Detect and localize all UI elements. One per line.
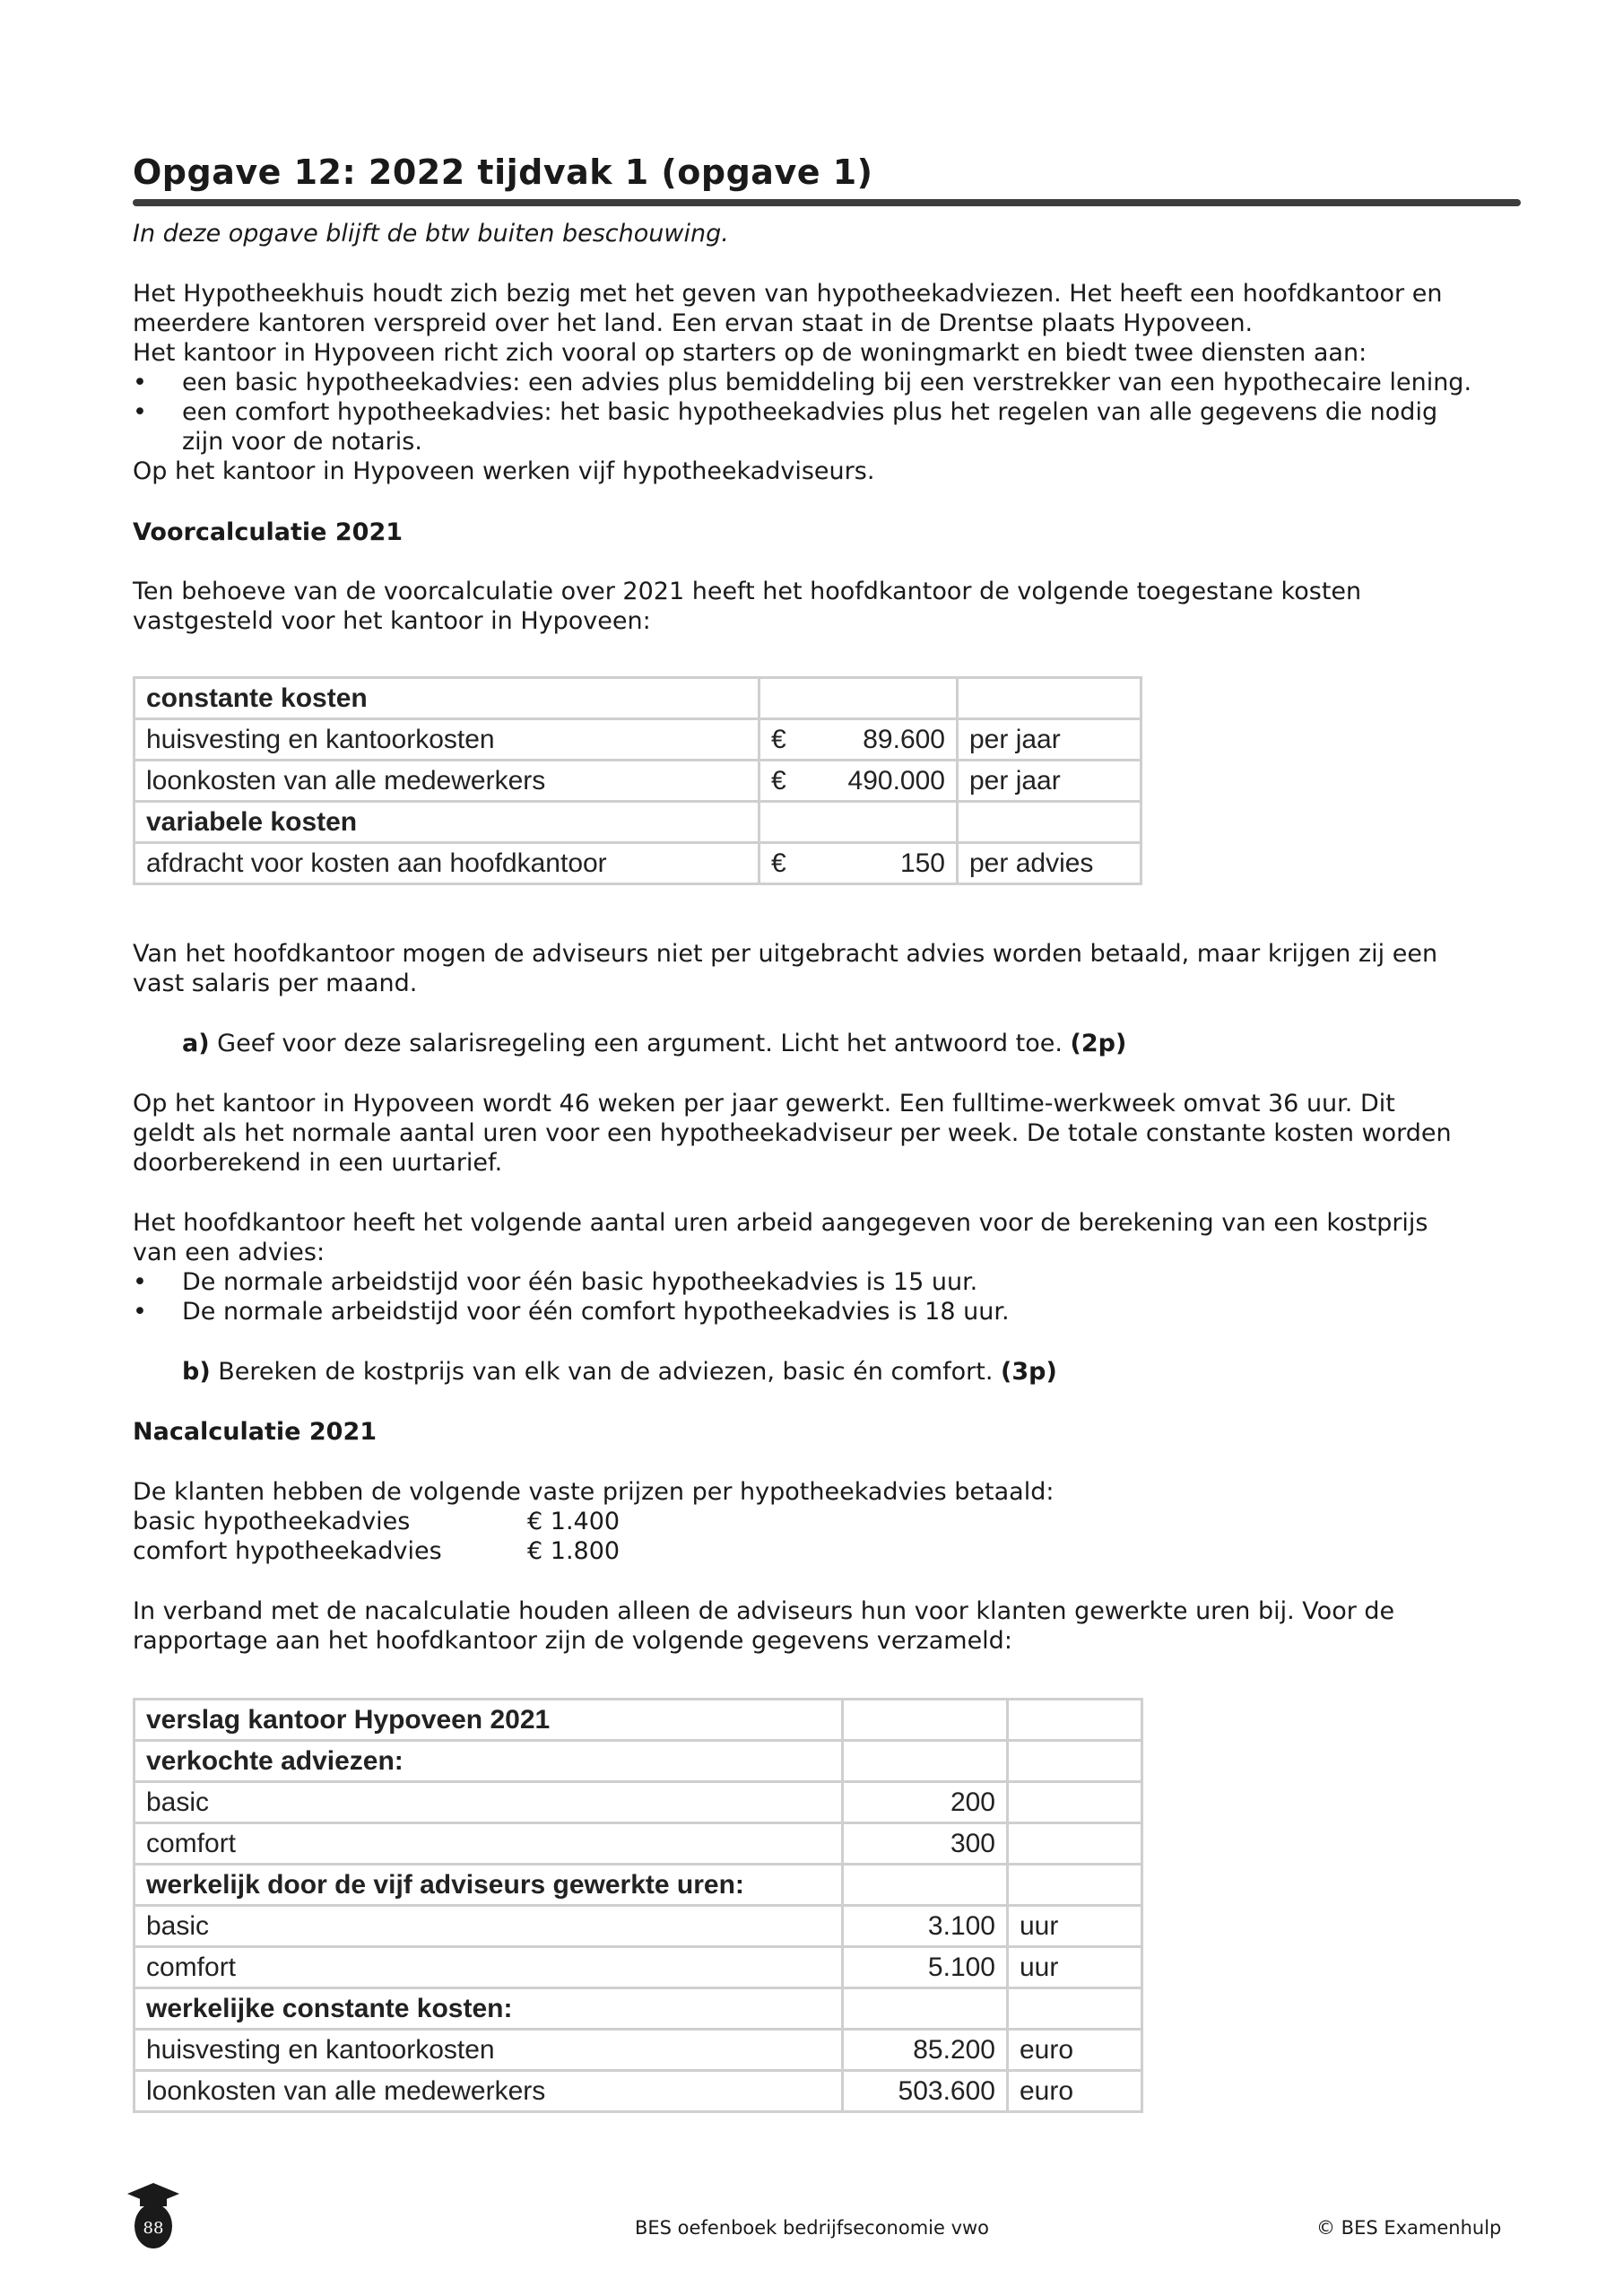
report-value: 503.600 <box>843 2071 1008 2112</box>
paragraph-line: Op het kantoor in Hypoveen wordt 46 weken per jaar gewerkt. Een fulltime-werkweek omvat 36 uur. Dit <box>133 1090 1395 1118</box>
table-row <box>135 719 1141 761</box>
table-section-header: variabele kosten <box>135 802 759 843</box>
question-label: a) <box>182 1030 210 1057</box>
question-points: (2p) <box>1070 1030 1127 1057</box>
table-row <box>135 1700 1142 1741</box>
unit-cell <box>1008 1741 1142 1782</box>
cost-label: loonkosten van alle medewerkers <box>135 761 759 802</box>
price-row <box>133 1536 621 1566</box>
page-number: 88 <box>143 2219 164 2238</box>
table-section-header: verslag kantoor Hypoveen 2021 <box>135 1700 843 1741</box>
section-heading-nacalculatie: Nacalculatie 2021 <box>133 1418 378 1446</box>
labor-item: De normale arbeidstijd voor één comfort hypotheekadvies is 18 uur. <box>182 1298 1010 1326</box>
report-value <box>843 1700 1008 1741</box>
question-points: (3p) <box>1001 1358 1057 1386</box>
page-title: Opgave 12: 2022 tijdvak 1 (opgave 1) <box>133 152 873 192</box>
intro-note: In deze opgave blijft de btw buiten beschouwing. <box>133 220 729 248</box>
paragraph-line: Van het hoofdkantoor mogen de adviseurs niet per uitgebracht advies worden betaald, maar krijgen zij een <box>133 940 1438 968</box>
report-value <box>843 1865 1008 1906</box>
unit-cell: per jaar <box>958 761 1141 802</box>
section-heading-voorcalculatie: Voorcalculatie 2021 <box>133 518 404 546</box>
report-value <box>843 1741 1008 1782</box>
unit-cell: euro <box>1008 2071 1142 2112</box>
cost-label: huisvesting en kantoorkosten <box>135 719 759 761</box>
amount-value: 490.000 <box>847 765 945 796</box>
unit-cell <box>1008 1782 1142 1823</box>
price-name: basic hypotheekadvies <box>133 1508 411 1535</box>
paragraph-line: In verband met de nacalculatie houden alleen de adviseurs hun voor klanten gewerkte uren bij. Voor de <box>133 1597 1395 1625</box>
footer-copyright: © BES Examenhulp <box>1316 2217 1502 2239</box>
amount-cell <box>759 802 958 843</box>
price-value: € 1.800 <box>527 1537 621 1565</box>
table-section-header: constante kosten <box>135 678 759 719</box>
table-row <box>135 2071 1142 2112</box>
allowed-costs-table <box>133 676 1142 885</box>
report-value: 5.100 <box>843 1947 1008 1988</box>
table-row <box>135 1865 1142 1906</box>
report-value: 3.100 <box>843 1906 1008 1947</box>
unit-cell <box>958 802 1141 843</box>
question-label: b) <box>182 1358 211 1386</box>
bullet-icon: • <box>133 369 147 396</box>
cost-label: afdracht voor kosten aan hoofdkantoor <box>135 843 759 884</box>
prices-intro: De klanten hebben de volgende vaste prijzen per hypotheekadvies betaald: <box>133 1478 1055 1506</box>
bullet-icon: • <box>133 1268 147 1296</box>
amount-value: 89.600 <box>863 724 945 754</box>
service-item-continued: zijn voor de notaris. <box>182 428 422 456</box>
price-value: € 1.400 <box>527 1508 621 1535</box>
table-section-header: werkelijke constante kosten: <box>135 1988 843 2030</box>
currency-symbol: € <box>771 848 786 878</box>
amount-cell <box>759 678 958 719</box>
amount-cell <box>759 719 958 761</box>
paragraph-line: van een advies: <box>133 1239 325 1266</box>
paragraph-line: Het Hypotheekhuis houdt zich bezig met het geven van hypotheekadviezen. Het heeft een hoofdkantoor en <box>133 280 1443 308</box>
labor-item: De normale arbeidstijd voor één basic hypotheekadvies is 15 uur. <box>182 1268 978 1296</box>
paragraph-line: meerdere kantoren verspreid over het land. Een ervan staat in de Drentse plaats Hypoveen. <box>133 309 1254 337</box>
question-text: Geef voor deze salarisregeling een argument. Licht het antwoord toe. <box>217 1030 1063 1057</box>
bullet-icon: • <box>133 1298 147 1326</box>
currency-symbol: € <box>771 724 786 754</box>
table-row <box>135 802 1141 843</box>
unit-cell <box>958 678 1141 719</box>
price-row <box>133 1507 621 1536</box>
unit-cell: euro <box>1008 2030 1142 2071</box>
price-name: comfort hypotheekadvies <box>133 1537 442 1565</box>
amount-value: 150 <box>899 848 945 878</box>
unit-cell: per jaar <box>958 719 1141 761</box>
report-value <box>843 1988 1008 2030</box>
paragraph-line: Ten behoeve van de voorcalculatie over 2021 heeft het hoofdkantoor de volgende toegestane kosten <box>133 578 1362 605</box>
table-row <box>135 843 1141 884</box>
report-label: comfort <box>135 1947 843 1988</box>
table-row <box>135 1947 1142 1988</box>
table-row <box>135 2030 1142 2071</box>
unit-cell: uur <box>1008 1947 1142 1988</box>
advisors-line: Op het kantoor in Hypoveen werken vijf hypotheekadviseurs. <box>133 457 875 485</box>
table-row <box>135 1823 1142 1865</box>
paragraph-line: geldt als het normale aantal uren voor een hypotheekadviseur per week. De totale constante kosten worden <box>133 1119 1452 1147</box>
unit-cell <box>1008 1823 1142 1865</box>
report-label: basic <box>135 1906 843 1947</box>
unit-cell: per advies <box>958 843 1141 884</box>
office-report-table <box>133 1698 1143 2113</box>
question-a <box>182 1029 1126 1058</box>
unit-cell <box>1008 1700 1142 1741</box>
unit-cell <box>1008 1988 1142 2030</box>
footer-book-title: BES oefenboek bedrijfseconomie vwo <box>635 2217 990 2239</box>
report-label: loonkosten van alle medewerkers <box>135 2071 843 2112</box>
table-row <box>135 761 1141 802</box>
graduation-cap-icon <box>126 2179 181 2251</box>
amount-cell <box>759 761 958 802</box>
paragraph-line: Het hoofdkantoor heeft het volgende aantal uren arbeid aangegeven voor de berekening van een kostprijs <box>133 1209 1428 1237</box>
currency-symbol: € <box>771 765 786 796</box>
paragraph-line: doorberekend in een uurtarief. <box>133 1149 503 1177</box>
table-row <box>135 1741 1142 1782</box>
service-item: een basic hypotheekadvies: een advies plus bemiddeling bij een verstrekker van een hypothecaire lening. <box>182 369 1472 396</box>
paragraph-line: vastgesteld voor het kantoor in Hypoveen: <box>133 607 651 635</box>
report-label: huisvesting en kantoorkosten <box>135 2030 843 2071</box>
question-b <box>182 1357 1057 1387</box>
table-section-header: verkochte adviezen: <box>135 1741 843 1782</box>
table-row <box>135 1988 1142 2030</box>
table-row <box>135 1782 1142 1823</box>
report-label: basic <box>135 1782 843 1823</box>
paragraph-line: rapportage aan het hoofdkantoor zijn de volgende gegevens verzameld: <box>133 1627 1012 1655</box>
paragraph-line: Het kantoor in Hypoveen richt zich vooral op starters op de woningmarkt en biedt twee diensten aan: <box>133 339 1367 367</box>
table-row <box>135 678 1141 719</box>
service-item: een comfort hypotheekadvies: het basic hypotheekadvies plus het regelen van alle gegevens die nodig <box>182 398 1438 426</box>
report-value: 200 <box>843 1782 1008 1823</box>
report-label: comfort <box>135 1823 843 1865</box>
bullet-icon: • <box>133 398 147 426</box>
paragraph-line: vast salaris per maand. <box>133 970 418 997</box>
title-rule <box>133 199 1521 206</box>
table-section-header: werkelijk door de vijf adviseurs gewerkte uren: <box>135 1865 843 1906</box>
table-row <box>135 1906 1142 1947</box>
report-value: 300 <box>843 1823 1008 1865</box>
amount-cell <box>759 843 958 884</box>
unit-cell <box>1008 1865 1142 1906</box>
unit-cell: uur <box>1008 1906 1142 1947</box>
report-value: 85.200 <box>843 2030 1008 2071</box>
question-text: Bereken de kostprijs van elk van de adviezen, basic én comfort. <box>218 1358 994 1386</box>
